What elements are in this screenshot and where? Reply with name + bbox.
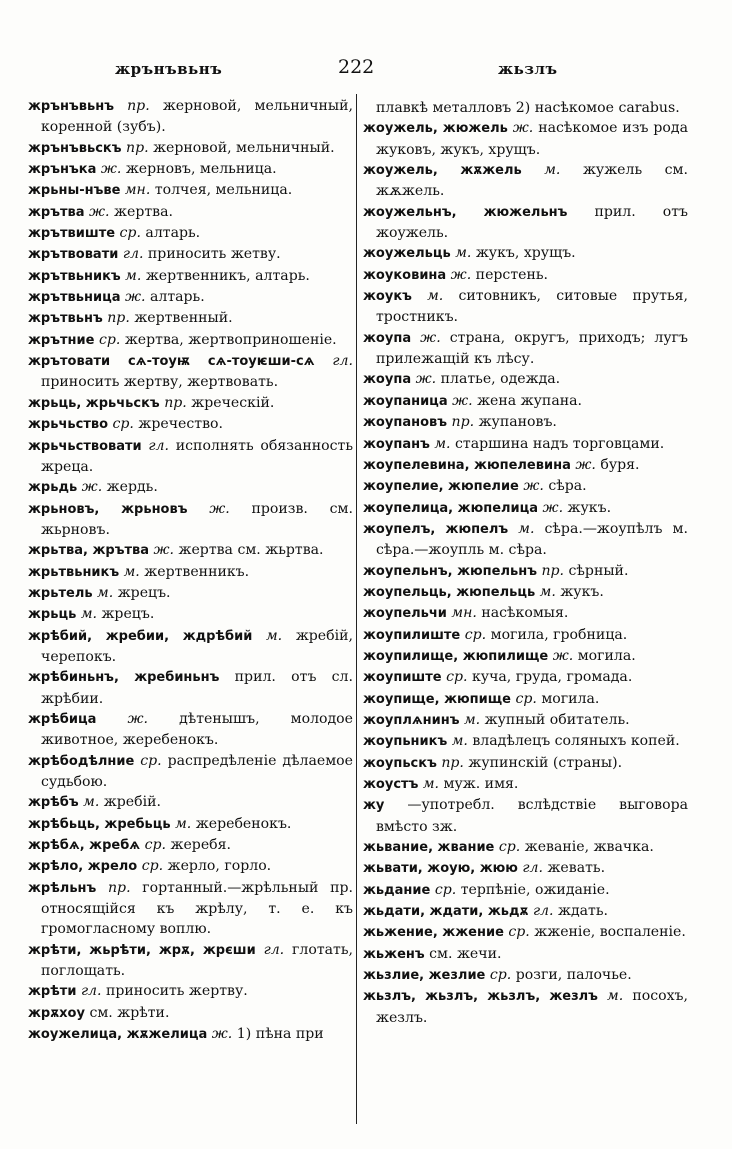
entry-grammar: гл. xyxy=(532,903,554,920)
entry-headword: жрьтва, жрътва xyxy=(28,543,150,559)
dictionary-entry xyxy=(28,604,353,625)
dictionary-entry xyxy=(28,266,353,287)
entry-definition: платье, одежда. xyxy=(440,371,561,388)
entry-headword: жоупанъ xyxy=(363,436,430,452)
entry-grammar: гл. xyxy=(148,437,169,454)
entry-grammar: м. xyxy=(464,711,481,728)
entry-definition: жертвенникъ, алтарь. xyxy=(145,267,310,284)
entry-definition: сѣра.—жоупѣлъ м. сѣра.—жоупль м. сѣра. xyxy=(376,520,689,559)
entry-grammar: ср. xyxy=(508,924,530,941)
entry-definition: жукъ, хрущъ. xyxy=(475,245,576,262)
entry-grammar: м. xyxy=(80,606,97,623)
entry-grammar: ж. xyxy=(420,329,441,346)
entry-definition: жертвенный. xyxy=(134,310,233,327)
entry-headword: жрътва xyxy=(28,204,85,220)
dictionary-entry xyxy=(28,414,353,435)
entry-definition: ждать. xyxy=(558,903,608,920)
dictionary-entry xyxy=(363,561,688,582)
entry-headword: жьзлие, жезлие xyxy=(363,968,486,984)
entry-definition: страна, округъ, приходъ; лугъ прилежащій къ лѣсу. xyxy=(376,329,688,368)
entry-headword: жрѣбица xyxy=(28,711,97,727)
entry-headword: жоужель, жюжель xyxy=(363,121,508,137)
dictionary-entry xyxy=(28,1003,353,1024)
entry-headword: жрътовати сѧ-тоуѭ сѧ-тоуѥши-сѧ xyxy=(28,354,315,370)
entry-grammar: ср. xyxy=(498,839,521,856)
page-number: 222 xyxy=(338,56,375,78)
dictionary-entry xyxy=(363,243,688,264)
entry-grammar: ж. xyxy=(211,1026,233,1043)
entry-definition: насѣкомое изъ рода жуковъ, жукъ, хрущъ. xyxy=(376,120,688,158)
entry-grammar: ж. xyxy=(100,161,122,178)
dictionary-entry xyxy=(28,393,353,414)
entry-grammar: гл. xyxy=(332,353,353,370)
entry-grammar: мн. xyxy=(124,182,151,199)
entry-definition: розги, палочье. xyxy=(515,967,632,984)
dictionary-entry xyxy=(28,835,353,856)
entry-headword: жоупилиште xyxy=(363,627,461,643)
entry-definition: владѣлецъ соляныхъ копей. xyxy=(472,733,680,750)
entry-grammar: пр. xyxy=(441,754,464,771)
dictionary-entry xyxy=(363,328,688,370)
dictionary-entry xyxy=(28,244,353,265)
entry-grammar: пр. xyxy=(541,562,565,579)
entry-headword: жрътвьница xyxy=(28,290,121,306)
entry-headword: жрѣбиньнъ, жребиньнъ xyxy=(28,670,220,686)
entry-definition: жертва см. жьртва. xyxy=(178,542,324,559)
dictionary-entry xyxy=(363,118,688,160)
dictionary-entry xyxy=(363,753,688,774)
entry-definition: жерновъ, мельница. xyxy=(125,161,277,178)
column-divider xyxy=(356,94,357,1124)
entry-definition: жребій, черепокъ. xyxy=(41,627,354,665)
entry-definition: см. жечи. xyxy=(429,945,502,962)
entry-headword: жрѣбъ xyxy=(28,795,79,811)
entry-grammar: м. xyxy=(518,520,535,537)
dictionary-entry xyxy=(363,922,688,943)
entry-grammar: ср. xyxy=(464,626,487,643)
entry-definition: жена жупана. xyxy=(477,392,583,409)
entry-headword: жоупельнъ, жюпельнъ xyxy=(363,563,537,579)
dictionary-entry xyxy=(28,138,353,159)
entry-headword: жоупельць, жюпельць xyxy=(363,584,536,600)
entry-grammar: ср. xyxy=(140,752,162,769)
entry-definition: сѣрный. xyxy=(568,562,629,579)
entry-grammar: пр. xyxy=(127,98,150,114)
entry-definition: гортанный.—жрѣльный пр. относящійся къ жрѣлу, т. е. къ громогласному воплю. xyxy=(41,879,353,938)
entry-headword: жрьновъ, жрьновъ xyxy=(28,501,188,517)
entry-grammar: ж. xyxy=(81,479,103,496)
entry-headword: жрънъка xyxy=(28,162,97,178)
dictionary-entry xyxy=(363,795,688,837)
dictionary-entry xyxy=(28,792,353,813)
entry-grammar: гл. xyxy=(122,246,144,263)
entry-definition: жреческій. xyxy=(191,394,275,411)
entry-grammar: пр. xyxy=(451,414,475,431)
dictionary-entry xyxy=(363,582,688,603)
dictionary-entry xyxy=(363,369,688,390)
entry-headword: жьженъ xyxy=(363,946,425,962)
entry-headword: жрѣбѧ, жребѧ xyxy=(28,838,141,854)
entry-headword: жрѣло, жрело xyxy=(28,859,138,875)
entry-definition: жерло, горло. xyxy=(167,858,272,875)
entry-headword: жоупаница xyxy=(363,393,448,409)
entry-headword: жоупельчи xyxy=(363,606,447,622)
dictionary-entry xyxy=(363,625,688,646)
entry-headword: жрѣбьць, жребьць xyxy=(28,816,171,832)
entry-headword: жрьчьствовати xyxy=(28,438,142,454)
entry-grammar: м. xyxy=(455,245,472,262)
entry-headword: жрътвиште xyxy=(28,226,116,242)
entry-grammar: м. xyxy=(83,794,100,811)
entry-grammar: м. xyxy=(451,733,468,750)
entry-headword: жрънъвьнъ xyxy=(28,99,114,114)
entry-grammar: ж. xyxy=(542,499,564,516)
entry-grammar: гл. xyxy=(522,860,543,877)
dictionary-entry xyxy=(363,646,688,667)
entry-definition: жеребенокъ. xyxy=(195,815,292,832)
dictionary-entry xyxy=(28,940,353,982)
entry-definition: жердь. xyxy=(106,479,158,496)
dictionary-entry xyxy=(363,731,688,752)
entry-headword: жрѣльнъ xyxy=(28,880,97,896)
entry-headword: жу xyxy=(363,798,385,814)
right-column xyxy=(363,98,688,1028)
entry-headword: жоупа xyxy=(363,330,412,346)
entry-headword: жрьтвьникъ xyxy=(28,564,120,580)
dictionary-entry xyxy=(28,878,353,940)
entry-definition: произв. см. жьрновъ. xyxy=(41,500,353,538)
entry-grammar: гл. xyxy=(80,983,102,1000)
page-header xyxy=(0,56,732,86)
entry-definition: жужель см. жѫжель. xyxy=(376,162,689,200)
dictionary-entry xyxy=(28,330,353,351)
entry-headword: жоупелевина, жюпелевина xyxy=(363,457,571,473)
dictionary-entry xyxy=(28,159,353,180)
entry-grammar: ж. xyxy=(452,392,473,409)
entry-definition: —употребл. вслѣдствіе выговора вмѣсто зж. xyxy=(376,797,688,835)
entry-headword: жрьны-нъве xyxy=(28,183,121,199)
entry-definition: жерновой, мельничный, коренной (зубъ). xyxy=(41,98,353,136)
entry-definition: посохъ, жезлъ. xyxy=(376,988,688,1026)
entry-headword: жоужель, жѫжель xyxy=(363,163,522,179)
dictionary-entry xyxy=(363,455,688,476)
dictionary-entry xyxy=(28,667,353,709)
dictionary-entry xyxy=(363,965,688,986)
entry-grammar: ср. xyxy=(98,331,121,348)
entry-definition: жертва, жертвоприношеніе. xyxy=(124,331,337,348)
dictionary-entry xyxy=(363,986,688,1028)
entry-grammar: ж. xyxy=(512,120,534,137)
entry-headword: жоупьникъ xyxy=(363,734,448,750)
entry-grammar: пр. xyxy=(126,139,149,156)
entry-headword: жоупановъ xyxy=(363,415,448,431)
entry-headword: жьзлъ, жьзлъ, жьзлъ, жезлъ xyxy=(363,989,598,1005)
entry-definition: жрецъ. xyxy=(117,584,171,601)
entry-definition: прил. отъ жоужель. xyxy=(376,203,689,242)
entry-headword: жоупелица, жюпелица xyxy=(363,500,539,516)
entry-headword: жоупилище, жюпилище xyxy=(363,648,549,664)
entry-headword: жрьць, жрьчьскъ xyxy=(28,395,160,411)
dictionary-entry xyxy=(28,814,353,835)
entry-definition: плавкѣ металловъ 2) насѣкомое carabus. xyxy=(376,100,680,116)
entry-definition: жрецъ. xyxy=(101,606,155,623)
entry-definition: жерновой, мельничный. xyxy=(153,139,335,156)
dictionary-entry xyxy=(363,858,688,879)
entry-headword: жоупище, жюпище xyxy=(363,691,511,707)
entry-headword: жрътвьнъ xyxy=(28,311,103,327)
entry-headword: жрьць xyxy=(28,607,77,623)
entry-headword: жьдание xyxy=(363,882,431,898)
entry-headword: жоуковина xyxy=(363,267,447,283)
entry-definition: муж. имя. xyxy=(443,776,519,792)
entry-grammar: ср. xyxy=(446,669,468,686)
entry-grammar: м. xyxy=(434,435,451,452)
dictionary-entry xyxy=(363,160,688,202)
entry-definition: жеребя. xyxy=(170,837,232,854)
entry-headword: жоукъ xyxy=(363,289,412,305)
dictionary-entry xyxy=(28,709,353,751)
dictionary-entry xyxy=(363,202,688,244)
dictionary-entry xyxy=(363,837,688,858)
entry-grammar: ж. xyxy=(89,203,110,220)
entry-grammar: ж. xyxy=(415,371,437,388)
entry-definition: куча, груда, громада. xyxy=(471,669,633,686)
entry-headword: жоужельнъ, жюжельнъ xyxy=(363,204,568,220)
entry-definition: ситовникъ, ситовые прутья, тростникъ. xyxy=(376,288,688,326)
entry-grammar: ср. xyxy=(112,416,134,433)
entry-headword: жоустъ xyxy=(363,777,419,792)
entry-grammar: м. xyxy=(607,988,624,1005)
dictionary-entry xyxy=(28,180,353,201)
entry-grammar: ж. xyxy=(523,478,544,495)
entry-definition: жукъ. xyxy=(567,499,612,516)
entry-headword: жрънъвьскъ xyxy=(28,140,122,156)
left-column xyxy=(28,96,353,1045)
entry-definition: приносить жетву. xyxy=(147,246,281,263)
entry-definition: приносить жертву. xyxy=(106,983,248,1000)
dictionary-entry xyxy=(363,519,688,561)
entry-headword: жоупьскъ xyxy=(363,755,437,771)
entry-headword: жрѣбодѣлние xyxy=(28,753,135,769)
entry-headword: жоупелъ, жюпелъ xyxy=(363,521,509,537)
header-left-catchword: жрънъвьнъ xyxy=(115,60,223,78)
entry-headword: жьвати, жоую, жюю xyxy=(363,861,518,877)
entry-definition: жертвенникъ. xyxy=(144,563,250,580)
entry-grammar: ср. xyxy=(489,967,512,984)
dictionary-entry xyxy=(28,562,353,583)
entry-grammar: ж. xyxy=(450,266,472,283)
entry-definition: жупановъ. xyxy=(478,414,557,431)
dictionary-entry xyxy=(28,287,353,308)
dictionary-entry xyxy=(28,981,353,1002)
entry-grammar: м. xyxy=(125,267,142,284)
dictionary-entry xyxy=(28,477,353,498)
entry-grammar: ср. xyxy=(434,881,457,898)
entry-definition: жевать. xyxy=(547,860,606,877)
entry-definition: приносить жертву, жертвовать. xyxy=(41,374,279,391)
entry-headword: жоужельць xyxy=(363,246,451,262)
dictionary-entry xyxy=(363,710,688,731)
dictionary-entry xyxy=(363,689,688,710)
entry-grammar: ж. xyxy=(124,289,146,306)
entry-grammar: м. xyxy=(539,583,556,600)
dictionary-entry xyxy=(363,667,688,688)
entry-definition: сѣра. xyxy=(548,478,587,495)
entry-grammar: м. xyxy=(175,815,192,832)
entry-grammar: ж. xyxy=(153,542,175,559)
entry-headword: жьжение, жжение xyxy=(363,925,504,941)
entry-definition: могила, гробница. xyxy=(490,626,628,643)
entry-definition: жупный обитатель. xyxy=(484,711,630,728)
entry-headword: жоупа xyxy=(363,372,412,388)
entry-headword: жрътвовати xyxy=(28,247,119,263)
entry-headword: жрьдь xyxy=(28,480,78,496)
entry-grammar: ср. xyxy=(144,837,167,854)
entry-grammar: пр. xyxy=(164,394,187,411)
dictionary-entry xyxy=(28,436,353,478)
entry-definition: жупинскій (страны). xyxy=(468,754,623,771)
dictionary-entry xyxy=(363,434,688,455)
entry-definition: перстень. xyxy=(475,266,549,283)
entry-grammar: м. xyxy=(544,162,561,179)
entry-definition: 1) пѣна при xyxy=(236,1026,324,1043)
entry-definition: распредѣленіе дѣлаемое судьбою. xyxy=(41,752,354,790)
dictionary-entry xyxy=(28,202,353,223)
dictionary-entry xyxy=(363,286,688,328)
entry-definition: жженіе, воспаленіе. xyxy=(534,924,686,941)
entry-headword: жьдати, ждати, жьдѫ xyxy=(363,904,529,920)
entry-headword: жоужелица, жѫжелица xyxy=(28,1027,208,1043)
dictionary-entry xyxy=(28,223,353,244)
entry-grammar: гл. xyxy=(263,941,285,958)
entry-headword: жрѣти xyxy=(28,984,77,1000)
entry-headword: жоуплѧнинъ xyxy=(363,712,460,728)
entry-grammar: м. xyxy=(265,627,283,644)
entry-grammar: мн. xyxy=(451,605,477,622)
entry-definition: см. жрѣти. xyxy=(89,1004,170,1021)
dictionary-entry xyxy=(28,499,353,541)
header-right-catchword: жьзлъ xyxy=(498,60,558,78)
dictionary-entry xyxy=(28,308,353,329)
entry-headword: жрѣти, жьрѣти, жрѫ, жрєши xyxy=(28,942,256,958)
entry-headword: жрѫхоу xyxy=(28,1005,85,1021)
entry-definition: дѣтенышъ, молодое животное, жеребенокъ. xyxy=(41,710,354,749)
entry-definition: жеваніе, жвачка. xyxy=(524,839,654,856)
entry-grammar: м. xyxy=(427,288,444,305)
entry-definition: жречество. xyxy=(138,416,223,433)
entry-headword: жрътние xyxy=(28,332,95,348)
dictionary-entry xyxy=(28,351,353,393)
entry-grammar: пр. xyxy=(107,879,131,896)
entry-definition: терпѣніе, ожиданіе. xyxy=(460,881,610,898)
entry-grammar: ср. xyxy=(515,690,537,707)
entry-definition: могила. xyxy=(541,690,600,707)
entry-grammar: ж. xyxy=(127,710,148,727)
dictionary-entry xyxy=(363,774,688,795)
entry-headword: жьвание, жвание xyxy=(363,840,495,856)
dictionary-entry xyxy=(28,1024,353,1045)
entry-headword: жрѣбий, жребии, ждрѣбий xyxy=(28,628,253,644)
dictionary-entry xyxy=(363,603,688,624)
entry-headword: жрьтель xyxy=(28,585,93,601)
dictionary-entry xyxy=(28,856,353,877)
dictionary-entry xyxy=(363,901,688,922)
entry-grammar: ср. xyxy=(119,225,141,242)
entry-definition: толчея, мельница. xyxy=(154,182,293,199)
entry-grammar: ж. xyxy=(552,647,574,664)
entry-definition: жертва. xyxy=(114,203,173,220)
entry-grammar: м. xyxy=(97,584,114,601)
entry-headword: жоупиште xyxy=(363,670,442,686)
entry-definition: алтарь. xyxy=(149,289,205,306)
entry-headword: жрьчьство xyxy=(28,417,109,433)
entry-definition: насѣкомыя. xyxy=(481,605,569,622)
entry-definition: прил. отъ сл. жрѣбии. xyxy=(41,669,353,707)
dictionary-entry xyxy=(363,98,688,118)
dictionary-entry xyxy=(363,498,688,519)
entry-definition: жукъ. xyxy=(560,583,604,600)
entry-definition: глотать, поглощать. xyxy=(41,941,354,980)
entry-grammar: ср. xyxy=(141,858,164,875)
entry-definition: исполнять обязанность жреца. xyxy=(41,437,353,475)
entry-definition: старшина надъ торговцами. xyxy=(455,435,665,452)
dictionary-entry xyxy=(363,391,688,412)
entry-definition: жребій. xyxy=(103,794,161,811)
entry-grammar: м. xyxy=(422,776,440,792)
dictionary-entry xyxy=(28,751,353,793)
dictionary-entry xyxy=(363,476,688,497)
entry-headword: жоупелие, жюпелие xyxy=(363,479,519,495)
dictionary-entry xyxy=(363,265,688,286)
entry-headword: жрътвьникъ xyxy=(28,268,121,284)
entry-grammar: ж. xyxy=(575,456,596,473)
entry-definition: могила. xyxy=(577,647,636,664)
entry-grammar: м. xyxy=(123,563,140,580)
dictionary-entry xyxy=(363,412,688,433)
entry-definition: алтарь. xyxy=(145,225,201,242)
dictionary-entry xyxy=(28,626,353,668)
dictionary-entry xyxy=(28,540,353,561)
dictionary-entry xyxy=(363,944,688,965)
entry-grammar: пр. xyxy=(107,310,130,327)
dictionary-entry xyxy=(28,96,353,138)
dictionary-entry xyxy=(28,583,353,604)
entry-definition: буря. xyxy=(600,456,640,473)
entry-grammar: ж. xyxy=(209,500,230,517)
dictionary-entry xyxy=(363,880,688,901)
